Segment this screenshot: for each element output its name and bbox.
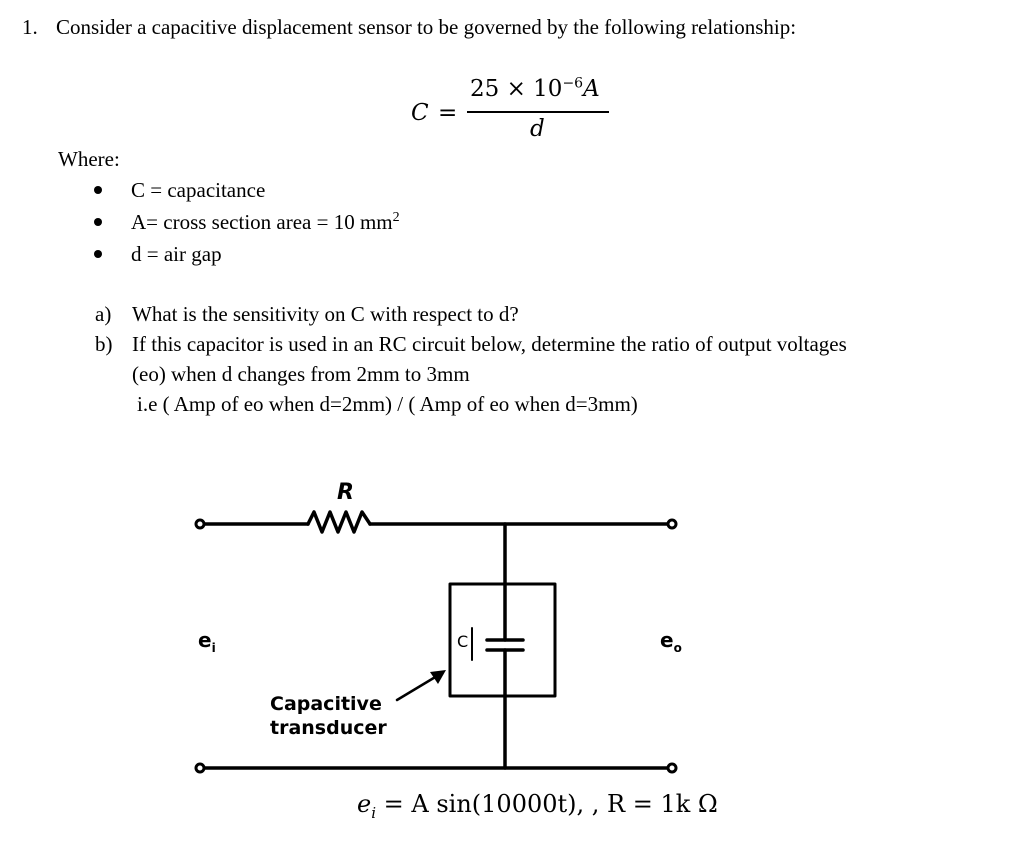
capacitor-label: C bbox=[457, 632, 469, 651]
part-text: (eo) when d changes from 2mm to 3mm bbox=[132, 362, 470, 386]
resistor-symbol bbox=[308, 512, 370, 532]
question-stem: Consider a capacitive displacement sensor to be governed by the following relationship: bbox=[56, 15, 797, 39]
definition-item: d = air gap bbox=[131, 242, 222, 266]
definition-item: A= cross section area = 10 $mm^2$ bbox=[131, 210, 400, 234]
formula-denominator: d bbox=[530, 116, 545, 142]
formula-numerator-var: A bbox=[583, 76, 600, 102]
formula-equals: = bbox=[438, 100, 458, 126]
part-label: a) bbox=[95, 302, 112, 326]
formula-numerator-coef: 25 × 10 bbox=[470, 76, 563, 102]
part-text: i.e ( Amp of eo when d=2mm) / ( Amp of eo when d=3mm) bbox=[137, 392, 638, 416]
question-number: 1. bbox=[22, 15, 38, 39]
formula-lhs: C bbox=[411, 100, 429, 126]
where-label: Where: bbox=[58, 147, 120, 171]
output-voltage-label: $e_o$ bbox=[660, 628, 682, 655]
formula-exponent: −6 bbox=[562, 75, 584, 92]
part-text: If this capacitor is used in an RC circuit below, determine the ratio of output voltages bbox=[132, 332, 847, 356]
terminal-icon bbox=[196, 764, 204, 772]
part-text: What is the sensitivity on C with respect to d? bbox=[132, 302, 519, 326]
input-voltage-label: $e_i$ bbox=[198, 628, 216, 655]
input-equation: $e_i = A$ sin(10000t), , R = 1k Ω bbox=[357, 790, 718, 822]
part-label: b) bbox=[95, 332, 113, 356]
resistor-label: R bbox=[337, 480, 354, 505]
arrowhead-icon bbox=[430, 670, 446, 684]
terminal-icon bbox=[668, 520, 676, 528]
terminal-icon bbox=[668, 764, 676, 772]
transducer-pointer bbox=[397, 676, 437, 700]
transducer-label: Capacitive transducer bbox=[270, 693, 387, 739]
terminal-icon bbox=[196, 520, 204, 528]
definition-item: C = capacitance bbox=[131, 178, 266, 202]
